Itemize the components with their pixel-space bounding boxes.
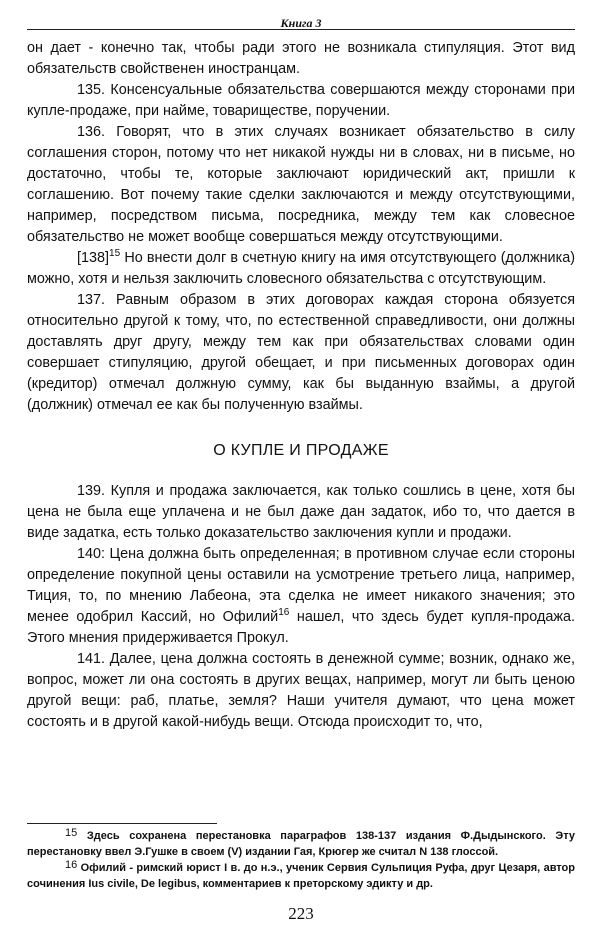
paragraph-140-text-b: нашел, что здесь будет купля-продажа. Этого мнения придерживается Прокул. xyxy=(27,609,575,646)
footnote-15-number: 15 xyxy=(65,827,78,839)
footnotes xyxy=(27,828,575,892)
footnote-ref-15: 15 xyxy=(109,248,121,259)
footnote-15 xyxy=(27,828,575,860)
footnote-16 xyxy=(27,860,575,892)
paragraph-137: 137. Равным образом в этих договорах каждая сторона обязуется относительно другой к тому, что, по естественной справедливости, они должны доставлять друг другу, между тем как при обязательствах словами один совершает стипуляцию, другой обещает, и при письменных договорах один (кредитор) отмечал должную сумму, как бы выданную взаймы, а другой (должник) отмечал ее как бы полученную взаймы. xyxy=(27,292,575,413)
paragraph-138 xyxy=(27,248,575,290)
book-page xyxy=(27,0,575,950)
footnote-15-text: Здесь сохранена перестановка параграфов 138-137 издания Ф.Дыдынского. Эту перестановку ввел Э.Гушке в своем (V) издании Гая, Крюгер же считал N 138 глоссой. xyxy=(27,830,575,858)
running-header: Книга 3 xyxy=(280,16,322,30)
page-number: 223 xyxy=(288,904,314,923)
paragraph-138-number: [138] xyxy=(77,250,110,266)
paragraph-138-text: Но внести долг в счетную книгу на имя отсутствующего (должника) можно, хотя и нельзя заключить словесного обязательства с отсутствующим. xyxy=(27,250,575,287)
paragraph-135: 135. Консенсуальные обязательства совершаются между сторонами при купле-продаже, при найме, товариществе, поручении. xyxy=(27,82,575,119)
paragraph-continuation: он дает - конечно так, чтобы ради этого не возникала стипуляция. Этот вид обязательств свойственен иностранцам. xyxy=(27,40,575,77)
paragraph-141: 141. Далее, цена должна состоять в денежной сумме; возник, однако же, вопрос, может ли она состоять в других вещах, например, могут ли быть ценою другой вещи: раб, платье, земля? Наши учителя думают, что цена может состоять и в другой какой-нибудь вещи. Отсюда происходит то, что, xyxy=(27,651,575,730)
footnote-16-text: Офилий - римский юрист I в. до н.э., ученик Сервия Сульпиция Руфа, друг Цезаря, автор сочинения Ius civile, De legibus, комментариев к преторскому эдикту и др. xyxy=(27,862,575,890)
paragraph-139: 139. Купля и продажа заключается, как только сошлись в цене, хотя бы цена не была еще уплачена и не был даже дан задаток, ибо то, что дается в виде задатка, есть только доказательство заключения купли и продажи. xyxy=(27,483,575,541)
main-text xyxy=(27,38,575,733)
paragraph-140-text-a: 140: Цена должна быть определенная; в противном случае если стороны определение покупной цены оставили на усмотрение третьего лица, например, Тиция, то, по мнению Лабеона, эта сделка не имеет никакого значения; это менее одобрил Кассий, но Офилий xyxy=(27,546,575,625)
footnote-ref-16: 16 xyxy=(278,607,290,618)
section-title: О КУПЛЕ И ПРОДАЖЕ xyxy=(213,442,389,459)
footnote-rule xyxy=(27,823,217,824)
paragraph-136: 136. Говорят, что в этих случаях возникает обязательство в силу соглашения сторон, потому что нет никакой нужды ни в словах, ни в письме, но достаточно, чтобы те, которые заключают юридический акт, пришли к соглашению. Вот почему такие сделки заключаются и между отсутствующими, например, посредством письма, посредника, между тем как словесное обязательство не может вообще совершаться между отсутствующими. xyxy=(27,124,575,245)
paragraph-140 xyxy=(27,544,575,649)
footnote-16-number: 16 xyxy=(65,859,78,871)
header-rule xyxy=(27,29,575,30)
